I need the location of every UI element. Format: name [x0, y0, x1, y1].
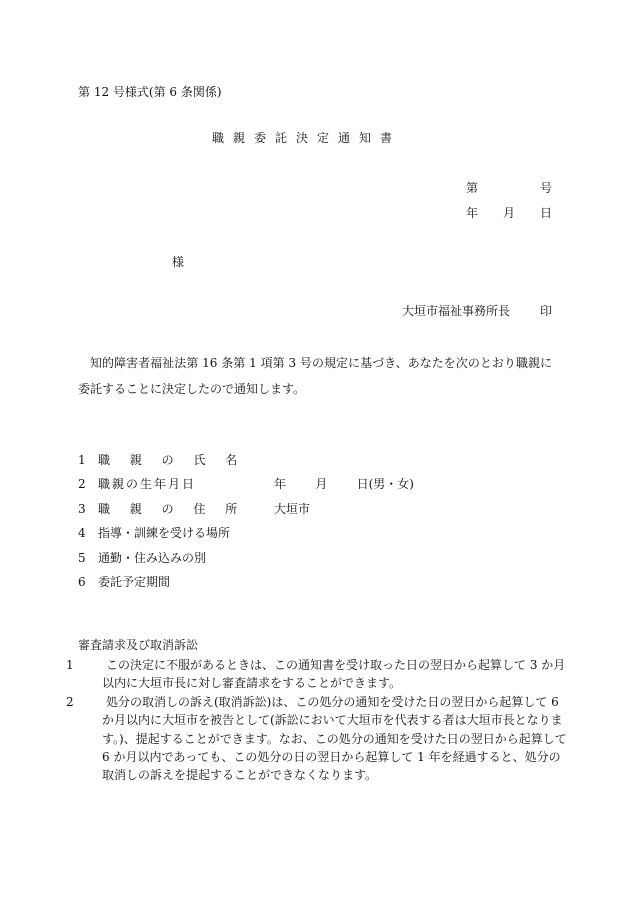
- item-label: 職親の生年月日: [98, 477, 197, 492]
- item-number: 4: [78, 526, 86, 541]
- item-label: 通勤・住み込みの別: [98, 550, 207, 565]
- addressee-suffix: 様: [172, 255, 185, 269]
- birth-year: 年: [274, 477, 287, 492]
- list-item: [78, 550, 414, 574]
- form-number-label: 第 12 号様式(第 6 条関係): [78, 85, 222, 99]
- appeal-item-text: 処分の取消しの訴え(取消訴訟)は、この処分の通知を受けた日の翌日から起算して 6 か月以内に大垣市を被告として(訴訟において大垣市を代表する者は大垣市長となります。)、提起することができます。なお、この処分の通知を受けた日の翌日から起算して 6 か月以内であっても、この処分の日の翌日から起算して 1 年を経過すると、処分の取消しの訴えを提起することができなくなります。: [102, 695, 567, 783]
- list-item: [78, 501, 414, 525]
- address-value: 大垣市: [274, 501, 311, 516]
- appeal-item-number: 1: [66, 658, 74, 672]
- item-label: 職 親 の 住 所: [98, 501, 246, 516]
- number-prefix: 第: [466, 181, 479, 195]
- appeal-heading: 審査請求及び取消訴訟: [78, 638, 199, 652]
- date-day: 日: [539, 206, 552, 220]
- item-label: 委託予定期間: [98, 574, 171, 589]
- issuer-line: [402, 303, 552, 319]
- notice-body-text: 知的障害者福祉法第 16 条第 1 項第 3 号の規定に基づき、あなたを次のとおり職親に委託することに決定したので通知します。: [78, 356, 552, 396]
- number-suffix: 号: [539, 181, 552, 195]
- list-item: [78, 525, 414, 549]
- appeal-item: [66, 693, 572, 784]
- item-label: 職 親 の 氏 名: [98, 453, 246, 467]
- item-number: 3: [78, 501, 86, 516]
- document-date-line: [466, 205, 552, 221]
- item-number: 2: [78, 477, 86, 492]
- list-item: [78, 452, 414, 476]
- item-list: [78, 452, 414, 598]
- appeal-item-text: この決定に不服があるときは、この通知書を受け取った日の翌日から起算して 3 か月以内に大垣市長に対し審査請求をすることができます。: [102, 658, 566, 691]
- issuer-name: 大垣市福祉事務所長: [402, 304, 511, 318]
- item-number: 1: [78, 453, 86, 467]
- item-number: 5: [78, 550, 86, 565]
- document-title: 職親委託決定通知書: [212, 131, 402, 145]
- issuer-seal: 印: [539, 304, 552, 318]
- date-month: 月: [502, 206, 515, 220]
- document-number-line: [466, 180, 552, 196]
- birth-day-gender: 日(男・女): [356, 477, 414, 492]
- birthdate-fields: [274, 476, 414, 500]
- list-item: [78, 574, 414, 598]
- list-item: [78, 476, 414, 500]
- date-year: 年: [466, 206, 479, 220]
- appeal-item: [66, 656, 572, 693]
- birth-month: 月: [315, 477, 328, 492]
- item-number: 6: [78, 574, 86, 589]
- appeal-item-number: 2: [66, 695, 74, 709]
- item-label: 指導・訓練を受ける場所: [98, 526, 231, 541]
